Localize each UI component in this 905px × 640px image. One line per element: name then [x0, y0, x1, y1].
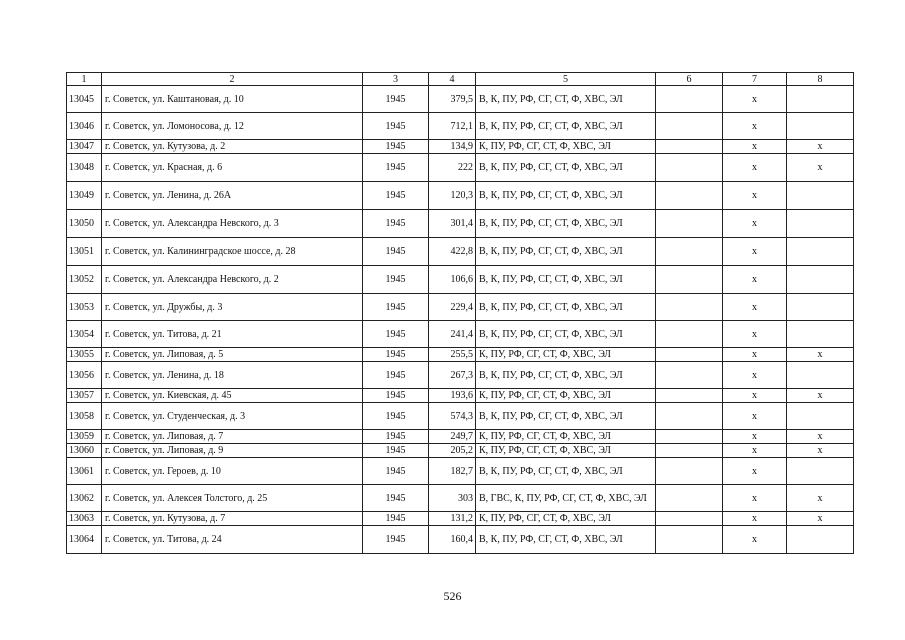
mark-7-cell: х — [723, 389, 787, 403]
address-cell: г. Советск, ул. Дружбы, д. 3 — [102, 294, 363, 321]
table-row — [67, 321, 854, 348]
mark-7-cell: х — [723, 266, 787, 294]
mark-7-cell: х — [723, 182, 787, 210]
mark-7-cell: х — [723, 403, 787, 430]
row-number-cell: 13045 — [67, 86, 102, 113]
year-cell: 1945 — [363, 485, 429, 512]
utilities-cell: К, ПУ, РФ, СГ, СТ, Ф, ХВС, ЭЛ — [476, 140, 656, 154]
column-6-cell — [656, 210, 723, 238]
row-number-cell: 13054 — [67, 321, 102, 348]
row-number-cell: 13052 — [67, 266, 102, 294]
row-number-cell: 13057 — [67, 389, 102, 403]
year-cell: 1945 — [363, 389, 429, 403]
address-cell: г. Советск, ул. Александра Невского, д. 3 — [102, 210, 363, 238]
utilities-cell: В, К, ПУ, РФ, СГ, СТ, Ф, ХВС, ЭЛ — [476, 362, 656, 389]
year-cell: 1945 — [363, 210, 429, 238]
address-cell: г. Советск, ул. Красная, д. 6 — [102, 154, 363, 182]
area-cell: 205,2 — [429, 444, 476, 458]
column-6-cell — [656, 512, 723, 526]
address-cell: г. Советск, ул. Липовая, д. 7 — [102, 430, 363, 444]
mark-7-cell: х — [723, 458, 787, 485]
row-number-cell: 13059 — [67, 430, 102, 444]
utilities-cell: В, К, ПУ, РФ, СГ, СТ, Ф, ХВС, ЭЛ — [476, 238, 656, 266]
utilities-cell: В, К, ПУ, РФ, СГ, СТ, Ф, ХВС, ЭЛ — [476, 113, 656, 140]
mark-8-cell — [787, 86, 854, 113]
address-cell: г. Советск, ул. Киевская, д. 45 — [102, 389, 363, 403]
area-cell: 106,6 — [429, 266, 476, 294]
address-cell: г. Советск, ул. Титова, д. 21 — [102, 321, 363, 348]
table-row — [67, 113, 854, 140]
area-cell: 193,6 — [429, 389, 476, 403]
table-row — [67, 389, 854, 403]
area-cell: 229,4 — [429, 294, 476, 321]
year-cell: 1945 — [363, 512, 429, 526]
area-cell: 267,3 — [429, 362, 476, 389]
utilities-cell: К, ПУ, РФ, СГ, СТ, Ф, ХВС, ЭЛ — [476, 389, 656, 403]
row-number-cell: 13058 — [67, 403, 102, 430]
column-6-cell — [656, 362, 723, 389]
area-cell: 241,4 — [429, 321, 476, 348]
mark-7-cell: х — [723, 321, 787, 348]
column-6-cell — [656, 182, 723, 210]
area-cell: 160,4 — [429, 526, 476, 554]
utilities-cell: К, ПУ, РФ, СГ, СТ, Ф, ХВС, ЭЛ — [476, 348, 656, 362]
area-cell: 712,1 — [429, 113, 476, 140]
table-row — [67, 238, 854, 266]
column-6-cell — [656, 389, 723, 403]
column-6-cell — [656, 294, 723, 321]
area-cell: 131,2 — [429, 512, 476, 526]
column-header: 5 — [476, 73, 656, 86]
utilities-cell: К, ПУ, РФ, СГ, СТ, Ф, ХВС, ЭЛ — [476, 512, 656, 526]
row-number-cell: 13051 — [67, 238, 102, 266]
mark-8-cell: х — [787, 389, 854, 403]
column-header: 6 — [656, 73, 723, 86]
mark-8-cell: х — [787, 154, 854, 182]
utilities-cell: К, ПУ, РФ, СГ, СТ, Ф, ХВС, ЭЛ — [476, 444, 656, 458]
table-row — [67, 266, 854, 294]
mark-7-cell: х — [723, 362, 787, 389]
area-cell: 255,5 — [429, 348, 476, 362]
year-cell: 1945 — [363, 238, 429, 266]
column-header: 3 — [363, 73, 429, 86]
mark-7-cell: х — [723, 154, 787, 182]
row-number-cell: 13050 — [67, 210, 102, 238]
utilities-cell: В, К, ПУ, РФ, СГ, СТ, Ф, ХВС, ЭЛ — [476, 294, 656, 321]
address-cell: г. Советск, ул. Ленина, д. 26А — [102, 182, 363, 210]
row-number-cell: 13048 — [67, 154, 102, 182]
mark-7-cell: х — [723, 86, 787, 113]
column-header: 2 — [102, 73, 363, 86]
table-row — [67, 210, 854, 238]
table-row — [67, 140, 854, 154]
address-cell: г. Советск, ул. Александра Невского, д. 2 — [102, 266, 363, 294]
column-header: 4 — [429, 73, 476, 86]
row-number-cell: 13049 — [67, 182, 102, 210]
column-6-cell — [656, 430, 723, 444]
row-number-cell: 13046 — [67, 113, 102, 140]
utilities-cell: В, К, ПУ, РФ, СГ, СТ, Ф, ХВС, ЭЛ — [476, 154, 656, 182]
mark-8-cell: х — [787, 430, 854, 444]
mark-8-cell: х — [787, 512, 854, 526]
mark-8-cell — [787, 526, 854, 554]
column-header: 8 — [787, 73, 854, 86]
table-row — [67, 362, 854, 389]
address-cell: г. Советск, ул. Липовая, д. 9 — [102, 444, 363, 458]
year-cell: 1945 — [363, 182, 429, 210]
mark-8-cell: х — [787, 348, 854, 362]
area-cell: 249,7 — [429, 430, 476, 444]
column-6-cell — [656, 403, 723, 430]
mark-8-cell — [787, 362, 854, 389]
utilities-cell: В, К, ПУ, РФ, СГ, СТ, Ф, ХВС, ЭЛ — [476, 321, 656, 348]
mark-7-cell: х — [723, 512, 787, 526]
year-cell: 1945 — [363, 113, 429, 140]
column-header: 7 — [723, 73, 787, 86]
address-cell: г. Советск, ул. Ленина, д. 18 — [102, 362, 363, 389]
column-6-cell — [656, 526, 723, 554]
year-cell: 1945 — [363, 348, 429, 362]
mark-7-cell: х — [723, 348, 787, 362]
year-cell: 1945 — [363, 86, 429, 113]
table-row — [67, 403, 854, 430]
column-6-cell — [656, 348, 723, 362]
address-cell: г. Советск, ул. Студенческая, д. 3 — [102, 403, 363, 430]
year-cell: 1945 — [363, 362, 429, 389]
table-row — [67, 348, 854, 362]
column-6-cell — [656, 140, 723, 154]
column-6-cell — [656, 266, 723, 294]
row-number-cell: 13062 — [67, 485, 102, 512]
year-cell: 1945 — [363, 294, 429, 321]
address-cell: г. Советск, ул. Кутузова, д. 2 — [102, 140, 363, 154]
area-cell: 574,3 — [429, 403, 476, 430]
address-cell: г. Советск, ул. Титова, д. 24 — [102, 526, 363, 554]
year-cell: 1945 — [363, 444, 429, 458]
table-body — [67, 73, 854, 554]
housing-table — [66, 72, 854, 554]
mark-7-cell: х — [723, 444, 787, 458]
column-6-cell — [656, 154, 723, 182]
mark-8-cell: х — [787, 485, 854, 512]
year-cell: 1945 — [363, 430, 429, 444]
address-cell: г. Советск, ул. Героев, д. 10 — [102, 458, 363, 485]
table-row — [67, 485, 854, 512]
mark-8-cell — [787, 238, 854, 266]
column-6-cell — [656, 485, 723, 512]
year-cell: 1945 — [363, 321, 429, 348]
utilities-cell: В, К, ПУ, РФ, СГ, СТ, Ф, ХВС, ЭЛ — [476, 86, 656, 113]
column-6-cell — [656, 86, 723, 113]
area-cell: 379,5 — [429, 86, 476, 113]
row-number-cell: 13047 — [67, 140, 102, 154]
mark-8-cell — [787, 403, 854, 430]
row-number-cell: 13053 — [67, 294, 102, 321]
address-cell: г. Советск, ул. Липовая, д. 5 — [102, 348, 363, 362]
mark-8-cell — [787, 266, 854, 294]
year-cell: 1945 — [363, 266, 429, 294]
mark-8-cell: х — [787, 140, 854, 154]
year-cell: 1945 — [363, 526, 429, 554]
column-6-cell — [656, 113, 723, 140]
year-cell: 1945 — [363, 154, 429, 182]
column-6-cell — [656, 238, 723, 266]
row-number-cell: 13056 — [67, 362, 102, 389]
row-number-cell: 13060 — [67, 444, 102, 458]
area-cell: 301,4 — [429, 210, 476, 238]
table-row — [67, 294, 854, 321]
mark-7-cell: х — [723, 140, 787, 154]
utilities-cell: В, К, ПУ, РФ, СГ, СТ, Ф, ХВС, ЭЛ — [476, 458, 656, 485]
mark-7-cell: х — [723, 430, 787, 444]
mark-7-cell: х — [723, 526, 787, 554]
utilities-cell: В, К, ПУ, РФ, СГ, СТ, Ф, ХВС, ЭЛ — [476, 266, 656, 294]
address-cell: г. Советск, ул. Ломоносова, д. 12 — [102, 113, 363, 140]
area-cell: 222 — [429, 154, 476, 182]
utilities-cell: В, К, ПУ, РФ, СГ, СТ, Ф, ХВС, ЭЛ — [476, 403, 656, 430]
header-row — [67, 73, 854, 86]
table-row — [67, 512, 854, 526]
year-cell: 1945 — [363, 458, 429, 485]
mark-8-cell: х — [787, 444, 854, 458]
mark-8-cell — [787, 294, 854, 321]
mark-8-cell — [787, 321, 854, 348]
table-row — [67, 86, 854, 113]
mark-8-cell — [787, 210, 854, 238]
table-row — [67, 526, 854, 554]
area-cell: 182,7 — [429, 458, 476, 485]
table-row — [67, 182, 854, 210]
utilities-cell: В, К, ПУ, РФ, СГ, СТ, Ф, ХВС, ЭЛ — [476, 182, 656, 210]
address-cell: г. Советск, ул. Кутузова, д. 7 — [102, 512, 363, 526]
mark-7-cell: х — [723, 210, 787, 238]
column-6-cell — [656, 458, 723, 485]
mark-7-cell: х — [723, 238, 787, 266]
area-cell: 303 — [429, 485, 476, 512]
row-number-cell: 13064 — [67, 526, 102, 554]
address-cell: г. Советск, ул. Каштановая, д. 10 — [102, 86, 363, 113]
mark-7-cell: х — [723, 113, 787, 140]
utilities-cell: К, ПУ, РФ, СГ, СТ, Ф, ХВС, ЭЛ — [476, 430, 656, 444]
table-row — [67, 430, 854, 444]
address-cell: г. Советск, ул. Алексея Толстого, д. 25 — [102, 485, 363, 512]
utilities-cell: В, ГВС, К, ПУ, РФ, СГ, СТ, Ф, ХВС, ЭЛ — [476, 485, 656, 512]
utilities-cell: В, К, ПУ, РФ, СГ, СТ, Ф, ХВС, ЭЛ — [476, 210, 656, 238]
row-number-cell: 13061 — [67, 458, 102, 485]
column-6-cell — [656, 321, 723, 348]
mark-8-cell — [787, 182, 854, 210]
address-cell: г. Советск, ул. Калининградское шоссе, д. 28 — [102, 238, 363, 266]
mark-7-cell: х — [723, 485, 787, 512]
table-row — [67, 154, 854, 182]
year-cell: 1945 — [363, 403, 429, 430]
row-number-cell: 13055 — [67, 348, 102, 362]
year-cell: 1945 — [363, 140, 429, 154]
row-number-cell: 13063 — [67, 512, 102, 526]
table-row — [67, 444, 854, 458]
utilities-cell: В, К, ПУ, РФ, СГ, СТ, Ф, ХВС, ЭЛ — [476, 526, 656, 554]
mark-7-cell: х — [723, 294, 787, 321]
area-cell: 134,9 — [429, 140, 476, 154]
page-number: 526 — [443, 589, 462, 603]
mark-8-cell — [787, 113, 854, 140]
mark-8-cell — [787, 458, 854, 485]
area-cell: 120,3 — [429, 182, 476, 210]
column-header: 1 — [67, 73, 102, 86]
column-6-cell — [656, 444, 723, 458]
table-row — [67, 458, 854, 485]
area-cell: 422,8 — [429, 238, 476, 266]
